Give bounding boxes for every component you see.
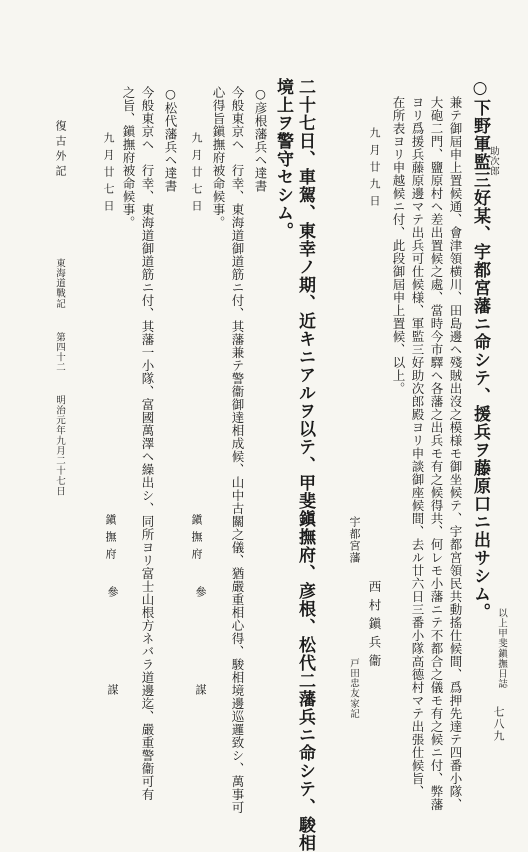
section4-body-line2: 之旨、鎭撫府被命候事。 (121, 86, 136, 229)
section1-body-line4: 在所表ヨリ申越候ニ付、此段御屆申上置候、以上。 (391, 96, 406, 395)
source-note-kai-diary: 以上甲斐鎭撫日誌 (496, 608, 507, 689)
running-date: 明治元年九月二十七日 (54, 395, 65, 496)
section2-heading-line1: 二十七日、車駕、東幸ノ期、近キニアルヲ以テ、甲斐鎭撫府、彦根、松代二藩兵ニ命シテ、駿相 (295, 78, 315, 852)
section1-source: 戸田忠友家記 (348, 658, 359, 719)
section3-body-line2: 心得旨鎭撫府被命候事。 (211, 86, 226, 229)
section1-signer-name: 西村鎭兵衞 (367, 580, 382, 673)
section4-title: ○松代藩兵ヘ達書 (163, 86, 178, 193)
section3-signer: 鎭撫府 (190, 514, 203, 565)
section1-date: 九月廿九日 (368, 127, 381, 212)
section1-signer-domain: 宇都宮藩 (348, 516, 361, 564)
section3-role2: 謀 (194, 684, 207, 696)
section1-heading-note: 助次郎 (488, 146, 499, 177)
section1-body-line3: ヨリ爲援兵藤原邊マテ出兵可仕候様、軍監三好助次郎殿ヨリ申談御座候間、去ル廿六日三番小隊高德村マテ出張仕候旨、 (410, 96, 425, 798)
section1-body-line2: 大砲二門、鹽原村ヘ差出置候之處、當時今市驛ヘ各藩之出兵モ有之候得共、何レモ小藩ニテ不都合之儀モ有之候ニ付、弊藩 (429, 96, 444, 811)
chapter-name: 東海道戰記 (54, 258, 65, 309)
section3-title: ○彦根藩兵ヘ達書 (253, 86, 268, 193)
section3-body-line1: 今般東京ヘ 行幸、東海道御道筋ニ付、其藩兼テ警衞御達相成候、山中古關之儀、猶嚴重相心得、駿相境邊巡邏致シ、萬事可 (230, 86, 245, 814)
book-title: 復古外記 (54, 120, 67, 180)
section3-role: 參 (194, 586, 207, 598)
section4-role2: 謀 (106, 684, 119, 696)
page-number: 七八九 (492, 706, 505, 742)
section2-heading-line2: 境上ヲ警守セシム。 (273, 78, 293, 240)
section4-date: 九月廿七日 (102, 132, 115, 217)
section1-body-line1: 兼テ御屆申上置候通、會津領横川、田島邊ヘ殘賊出沒之模様モ御坐候テ、宇都宮領民共動搖仕候間、爲押先達テ四番小隊、 (448, 96, 463, 811)
section4-body-line1: 今般東京ヘ 行幸、東海道御道筋ニ付、其藩一小隊、富國萬澤ヘ繰出シ、同所ヨリ富士山根方ネバラ道邊迄、嚴重警衞可有 (140, 86, 155, 801)
volume-number: 第四十二 (54, 332, 65, 373)
section3-date: 九月廿七日 (190, 132, 203, 217)
section4-signer: 鎭撫府 (104, 514, 117, 565)
section4-role: 參 (106, 586, 119, 598)
section1-heading: ○下野軍監三好某、宇都宮藩ニ命シテ、援兵ヲ藤原口ニ出サシム。 (470, 78, 490, 621)
